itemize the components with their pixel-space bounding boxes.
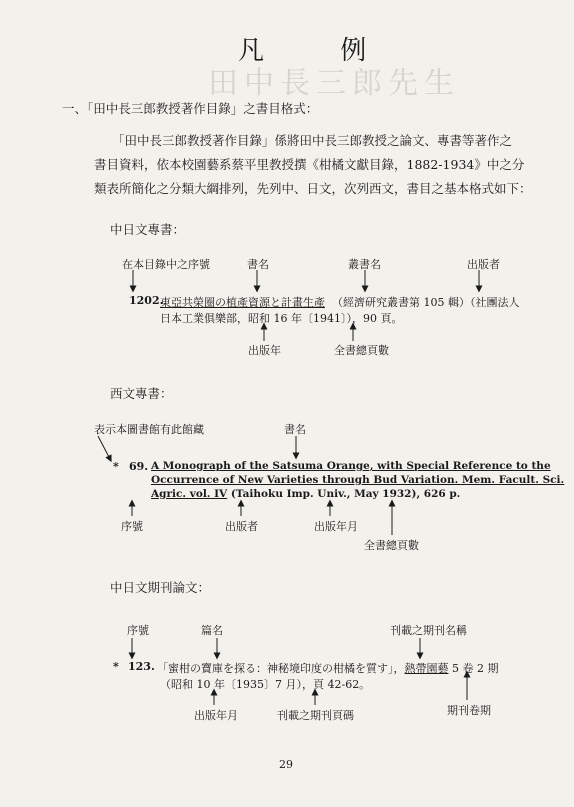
label-journal-pages: 刊載之期刊頁碼 bbox=[277, 709, 354, 722]
entry-title-line-1: A Monograph of the Satsuma Orange, with Special Reference to the bbox=[151, 460, 551, 472]
entry-series: （經濟研究叢書第 105 輯）（社團法人 bbox=[332, 296, 520, 309]
label-book-title: 書名 bbox=[284, 423, 306, 436]
entry-number: 69. bbox=[129, 460, 149, 473]
entry-title: 東亞共榮圈の植產資源と計畫生產 bbox=[160, 296, 325, 309]
intro-line-2: 書目資料，依本校園藝系蔡平里教授撰《柑橘文獻目錄，1882-1934》中之分 bbox=[94, 157, 525, 172]
article-title: 「蜜柑の寶庫を探る：神秘境印度の柑橘を質す」， bbox=[157, 662, 405, 675]
label-sequence-number: 序號 bbox=[121, 520, 143, 533]
entry-number: 123. bbox=[128, 660, 155, 673]
example-heading-cj-article: 中日文期刊論文： bbox=[110, 580, 211, 595]
entry-line-2: （昭和 10 年〔1935〕7 月），頁 42-62。 bbox=[160, 678, 371, 691]
series-volume: Agric. vol. IV bbox=[151, 488, 228, 500]
label-publisher: 出版者 bbox=[225, 520, 258, 533]
bleed-through-text: 田中長三郎先生 bbox=[208, 66, 460, 101]
label-library-holding: 表示本圖書館有此館藏 bbox=[94, 423, 204, 436]
arrow-down bbox=[98, 436, 110, 459]
label-journal-volume: 期刊卷期 bbox=[447, 704, 491, 717]
label-total-pages: 全書總頁數 bbox=[334, 344, 389, 357]
entry-number: 1202. bbox=[129, 294, 164, 307]
page-title: 凡 例 bbox=[238, 36, 401, 66]
label-publication-date: 出版年月 bbox=[314, 520, 358, 533]
page-number: 29 bbox=[279, 758, 293, 771]
label-sequence-number: 序號 bbox=[127, 624, 149, 637]
holding-star: * bbox=[113, 660, 119, 673]
label-book-title: 書名 bbox=[247, 258, 269, 271]
holding-star: * bbox=[113, 460, 119, 473]
label-publication-year: 出版年 bbox=[248, 344, 281, 357]
example-heading-cj-book: 中日文專書： bbox=[110, 222, 186, 237]
entry-publication: 日本工業俱樂部，昭和 16 年〔1941〕），90 頁。 bbox=[160, 312, 403, 325]
label-publisher: 出版者 bbox=[467, 258, 500, 271]
intro-line-3: 類表所簡化之分類大綱排列，先列中、日文，次列西文，書目之基本格式如下： bbox=[94, 181, 532, 196]
example-heading-western-book: 西文專書： bbox=[110, 386, 173, 401]
label-publication-date: 出版年月 bbox=[194, 709, 238, 722]
journal-volume: 5 卷 2 期 bbox=[448, 662, 499, 675]
entry-title-line-2: Occurrence of New Varieties through Bud Variation. Mem. Facult. Sci. bbox=[151, 474, 565, 486]
section-heading: 一、「田中長三郎教授著作目錄」之書目格式： bbox=[62, 101, 319, 116]
label-journal-name: 刊載之期刊名稱 bbox=[390, 624, 467, 637]
publication-info: (Taihoku Imp. Univ., May 1932), 626 p. bbox=[227, 488, 461, 500]
label-total-pages: 全書總頁數 bbox=[364, 539, 419, 552]
label-article-title: 篇名 bbox=[201, 624, 223, 637]
label-series-name: 叢書名 bbox=[348, 258, 381, 271]
journal-name: 熱帶園藝 bbox=[404, 662, 449, 675]
intro-line-1: 「田中長三郎教授著作目錄」係將田中長三郎教授之論文、專書等著作之 bbox=[112, 133, 513, 148]
label-sequence-number: 在本目錄中之序號 bbox=[122, 258, 210, 271]
